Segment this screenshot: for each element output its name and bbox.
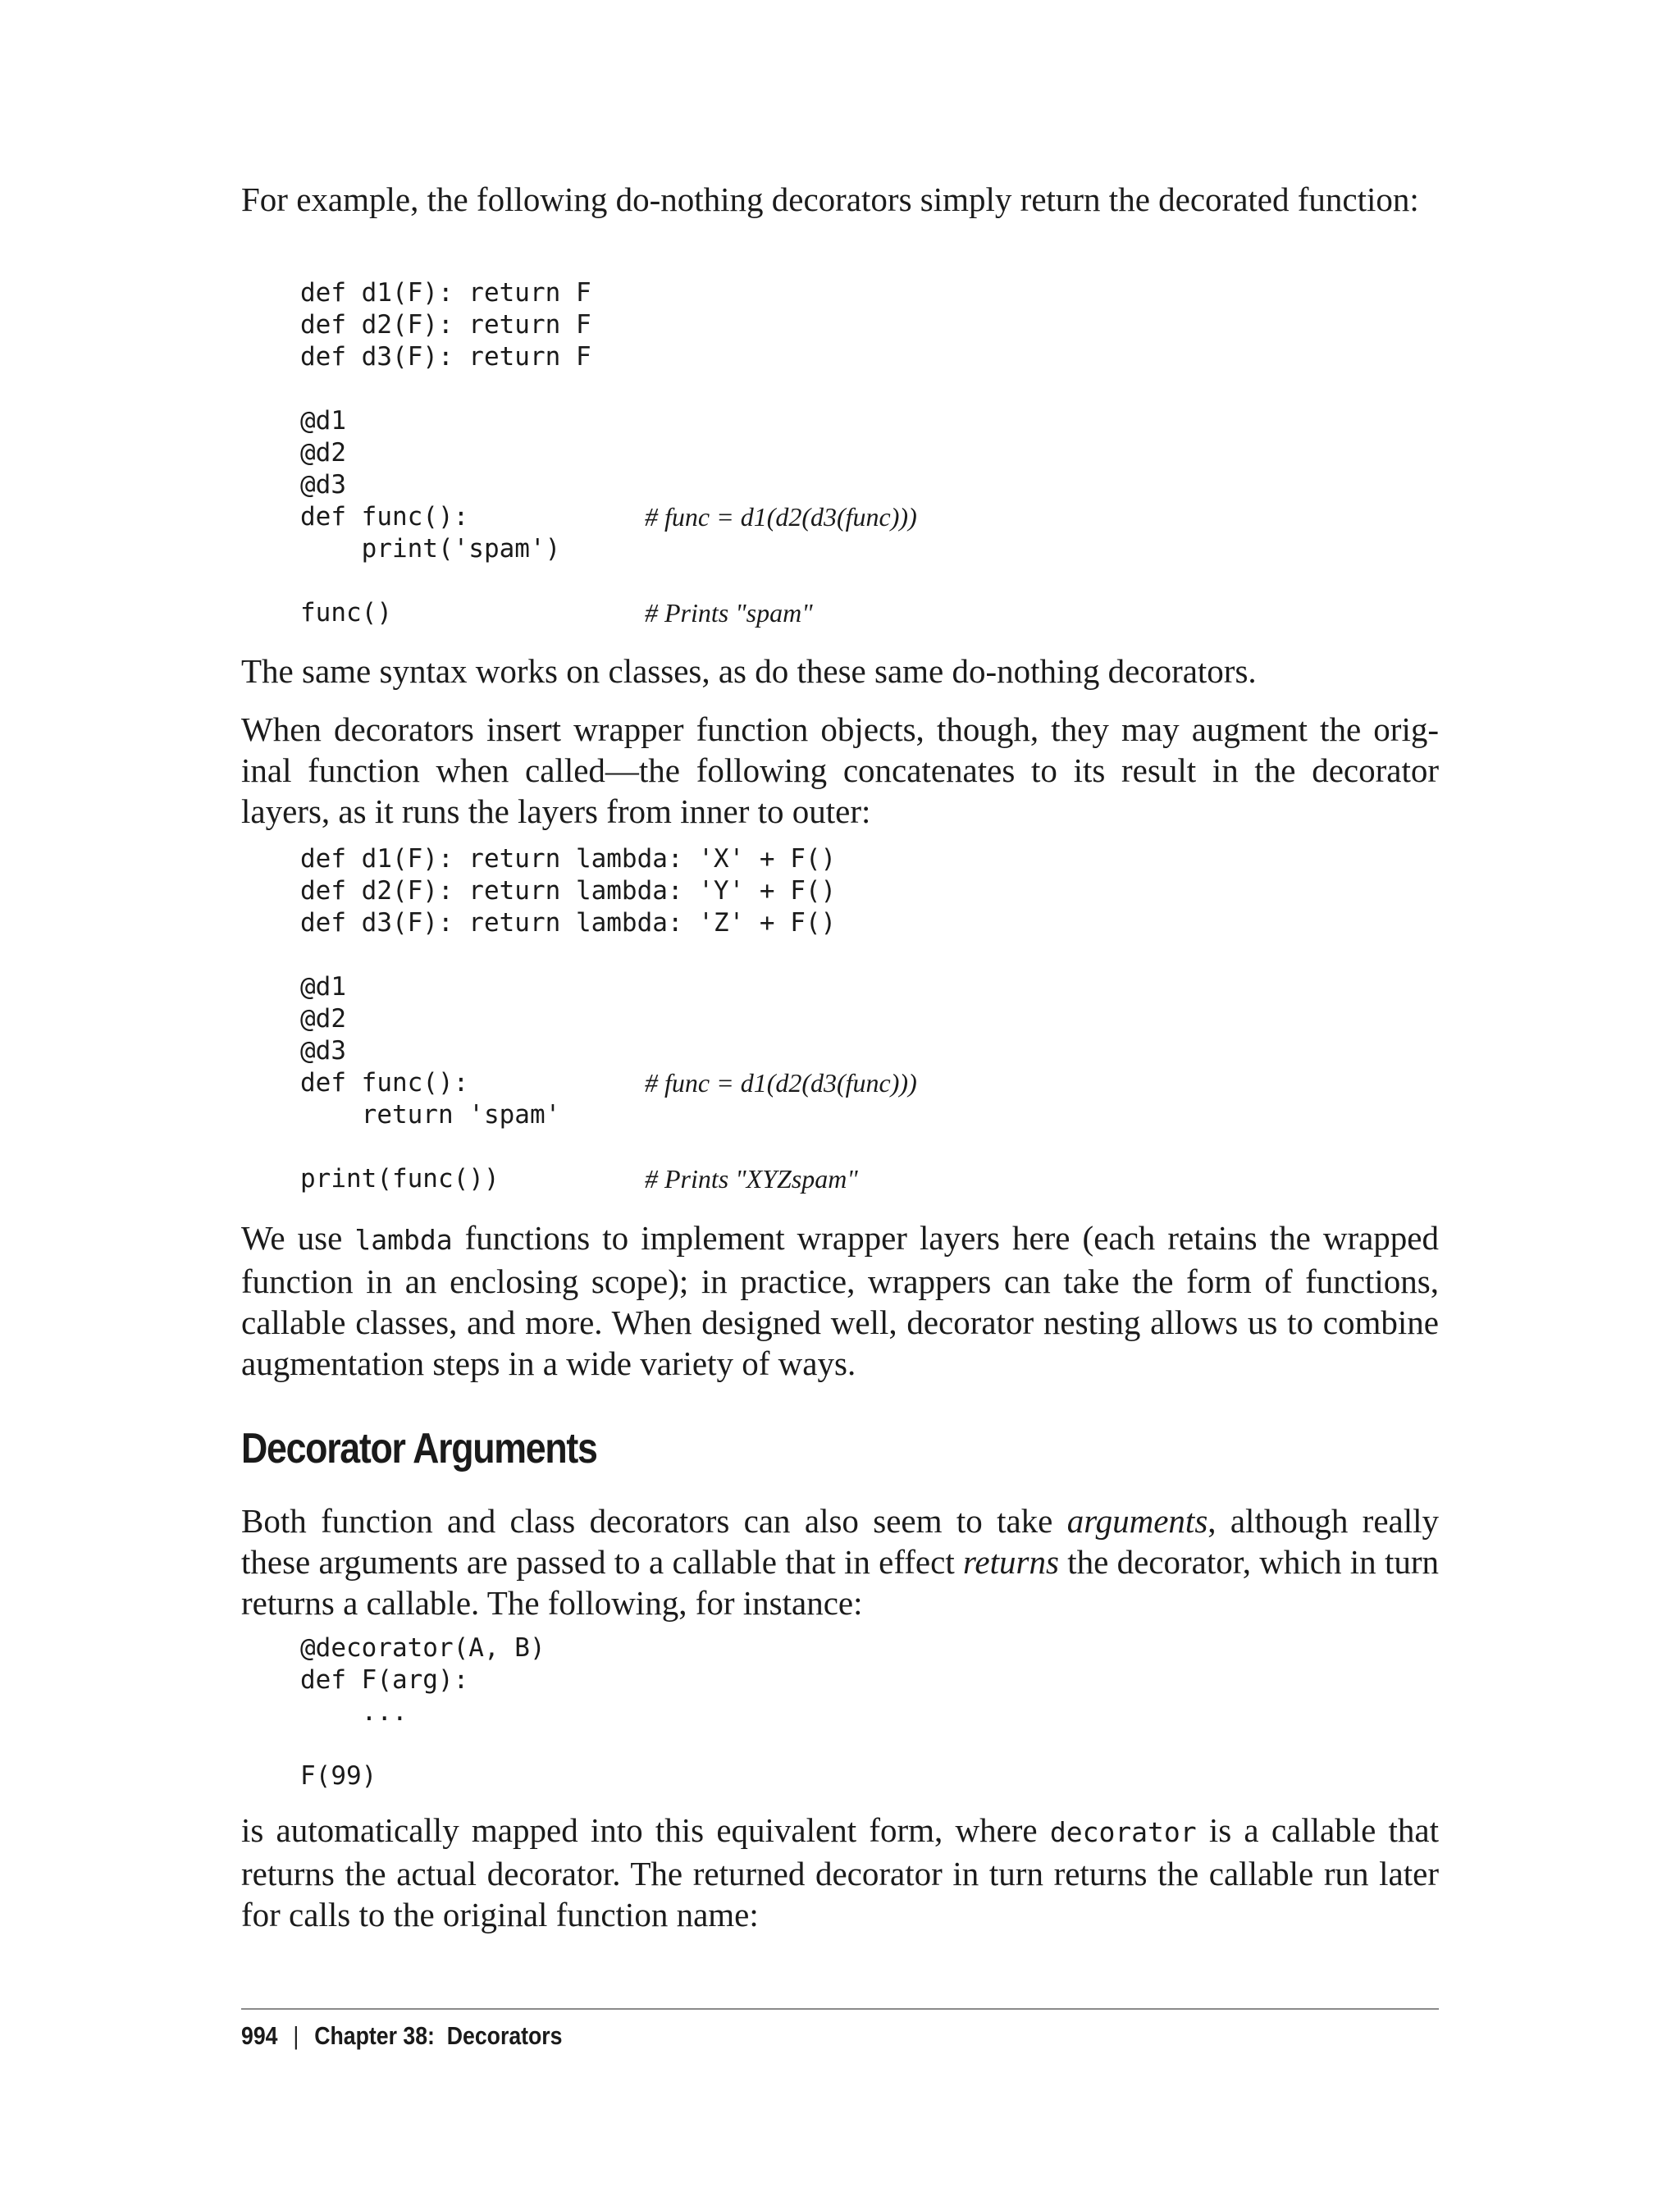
code-block-do-nothing-decorators: def d1(F): return F def d2(F): return F def d3(F): return F @d1 @d2 @d3 def func(): print('spam') func(): [300, 278, 591, 628]
paragraph-text: is automatically mapped into this equivalent form, where decorator is a callable that returns the actual decorator. The returned decorator in turn returns the callable run later for calls to the original function name:: [241, 1811, 1439, 1933]
paragraph-arguments: [241, 1500, 1439, 1623]
code-comment: # Prints "XYZspam": [645, 1164, 858, 1194]
paragraph-lambda: [241, 1217, 1439, 1384]
code-comment: # Prints "spam": [645, 598, 813, 628]
page-number: 994: [241, 2021, 278, 2050]
code-block-decorator-args: @decorator(A, B) def F(arg): ... F(99): [300, 1633, 546, 1791]
paragraph-classes: [241, 651, 1439, 692]
footer-rule: [241, 2008, 1439, 2010]
paragraph-text: We use lambda functions to implement wrapper layers here (each retains the wrapped function in an enclosing scope); in practice, wrappers can take the form of functions, callable classes, and more. When designed well, decorator nesting allows us to combine augmentation steps in a wide variety of ways.: [241, 1219, 1439, 1382]
paragraph-intro: [241, 179, 1439, 220]
inline-code: decorator: [1049, 1816, 1197, 1848]
paragraph-text: For example, the following do-nothing decorators simply return the decorated function:: [241, 180, 1419, 218]
paragraph-text: The same syntax works on classes, as do these same do-nothing decorators.: [241, 652, 1257, 690]
paragraph-mapping: [241, 1810, 1439, 1935]
footer-separator: |: [293, 2021, 299, 2050]
chapter-title: Chapter 38: Decorators: [314, 2021, 563, 2050]
paragraph-text: Both function and class decorators can also seem to take arguments, although really these arguments are passed to a callable that in effect returns the decorator, which in turn returns a callable. The following, for instance:: [241, 1502, 1440, 1622]
section-heading: Decorator Arguments: [241, 1425, 597, 1472]
code-block-wrapper-decorators: def d1(F): return lambda: 'X' + F() def d2(F): return lambda: 'Y' + F() def d3(F): return lambda: 'Z' + F() @d1 @d2 @d3 def func(): return 'spam' print(func()): [300, 844, 837, 1194]
paragraph-wrappers: [241, 709, 1439, 832]
code-comment: # func = d1(d2(d3(func))): [645, 502, 917, 532]
paragraph-text: When decorators insert wrapper function objects, though, they may augment the orig-inal function when called—the following concatenates to its result in the decorator layers, as it runs the layers from inner to outer:: [241, 710, 1439, 830]
inline-code: lambda: [354, 1224, 453, 1256]
page-footer: [241, 2020, 563, 2052]
emphasis-text: arguments: [1066, 1502, 1208, 1540]
code-comment: # func = d1(d2(d3(func))): [645, 1068, 917, 1098]
emphasis-text: returns: [963, 1543, 1059, 1581]
